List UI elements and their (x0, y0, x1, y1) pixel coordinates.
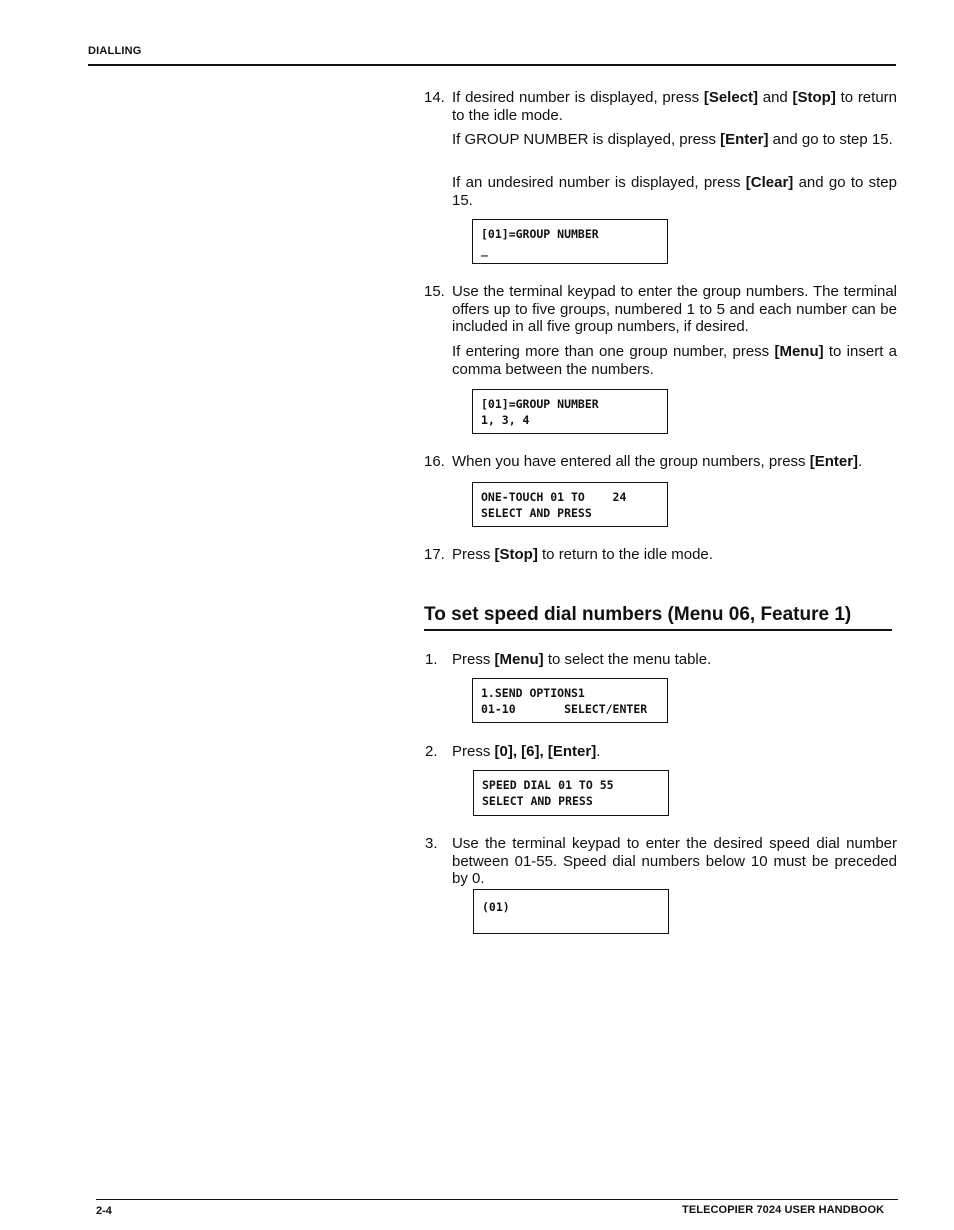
page-number: 2-4 (96, 1205, 112, 1217)
lcd-line-2: SELECT AND PRESS (482, 794, 593, 808)
lcd-line-1: [01]=GROUP NUMBER (481, 227, 599, 241)
running-header: DIALLING (88, 45, 142, 57)
lcd-line-1: ONE-TOUCH 01 TO 24 (481, 490, 627, 504)
section-heading: To set speed dial numbers (Menu 06, Feature 1) (424, 604, 852, 625)
speed-step-3-paragraph: Use the terminal keypad to enter the desired speed dial number between 01-55. Speed dial numbers below 10 must be preceded by 0. (452, 835, 897, 887)
lcd-line-2: 1, 3, 4 (481, 413, 530, 427)
speed-step-1-paragraph: Press [Menu] to select the menu table. (452, 651, 712, 668)
step-15-paragraph-2: If entering more than one group number, press [Menu] to insert a comma between the numbers. (452, 343, 897, 378)
step-15-number: 15. (424, 283, 445, 300)
lcd-line-2: SELECT AND PRESS (481, 506, 592, 520)
step-14-number: 14. (424, 89, 445, 106)
lcd-display-group-number-filled (472, 389, 668, 434)
step-16-paragraph-1: When you have entered all the group numbers, press [Enter]. (452, 453, 863, 470)
lcd-line-1: SPEED DIAL 01 TO 55 (482, 778, 614, 792)
lcd-line-2: _ (481, 243, 488, 257)
lcd-display-one-touch (472, 482, 668, 527)
lcd-display-send-options (472, 678, 668, 723)
step-16-number: 16. (424, 453, 445, 470)
section-rule (424, 629, 892, 631)
lcd-display-entry (473, 889, 669, 934)
speed-step-3-number: 3. (425, 835, 438, 852)
step-14-paragraph-3: If an undesired number is displayed, press [Clear] and go to step 15. (452, 174, 897, 209)
step-15-paragraph-1: Use the terminal keypad to enter the group numbers. The terminal offers up to five groups, numbered 1 to 5 and each number can be included in all five group numbers, if desired. (452, 283, 897, 335)
lcd-line-1: (01) (482, 900, 510, 914)
footer-rule (96, 1199, 898, 1200)
lcd-line-1: 1.SEND OPTIONS1 (481, 686, 585, 700)
lcd-display-group-number-empty (472, 219, 668, 264)
book-title: TELECOPIER 7024 USER HANDBOOK (682, 1204, 885, 1216)
speed-step-1-number: 1. (425, 651, 438, 668)
speed-step-2-paragraph: Press [0], [6], [Enter]. (452, 743, 601, 760)
lcd-line-2: 01-10 SELECT/ENTER (481, 702, 648, 716)
lcd-display-speed-dial (473, 770, 669, 816)
step-17-paragraph-1: Press [Stop] to return to the idle mode. (452, 546, 713, 563)
speed-step-2-number: 2. (425, 743, 438, 760)
step-17-number: 17. (424, 546, 445, 563)
step-14-paragraph-2: If GROUP NUMBER is displayed, press [Enter] and go to step 15. (452, 131, 893, 148)
lcd-line-1: [01]=GROUP NUMBER (481, 397, 599, 411)
header-rule (88, 64, 896, 66)
step-14-paragraph-1: If desired number is displayed, press [Select] and [Stop] to return to the idle mode. (452, 89, 897, 124)
